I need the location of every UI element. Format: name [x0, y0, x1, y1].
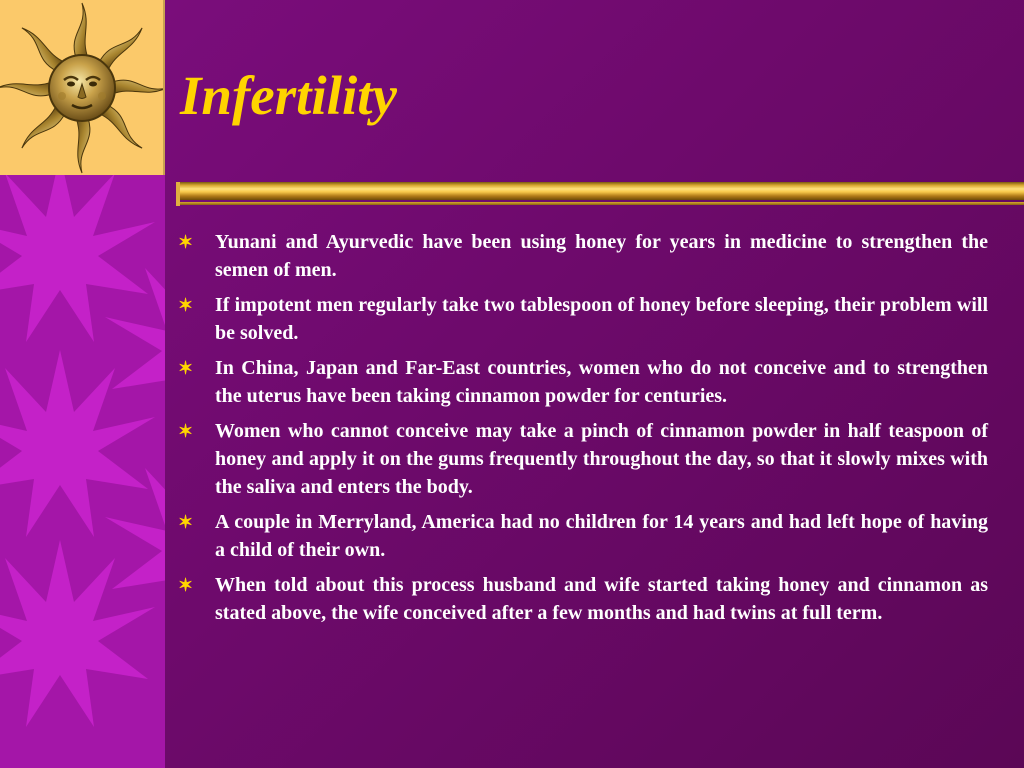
bullet-item — [178, 291, 988, 347]
bullet-item — [178, 508, 988, 564]
bullet-item — [178, 571, 988, 627]
bullet-text: A couple in Merryland, America had no children for 14 years and had left hope of having a child of their own. — [215, 511, 988, 561]
sun-face-icon — [0, 0, 163, 175]
bullet-text: When told about this process husband and wife started taking honey and cinnamon as stated above, the wife conceived after a few months and had twins at full term. — [215, 574, 988, 624]
title-divider — [176, 182, 1024, 206]
bullet-list — [178, 228, 988, 634]
sun-logo — [0, 0, 165, 175]
slide-title: Infertility — [180, 65, 397, 126]
divider-underline — [176, 202, 1024, 205]
six-pointed-star-icon: ✶ — [178, 295, 194, 315]
star-burst-icon — [0, 175, 165, 768]
bullet-text: Yunani and Ayurvedic have been using honey for years in medicine to strengthen the semen of men. — [215, 231, 988, 281]
bullet-text: In China, Japan and Far-East countries, women who do not conceive and to strengthen the uterus have been taking cinnamon powder for centuries. — [215, 357, 988, 407]
decorative-side-strip — [0, 175, 165, 768]
bullet-text: Women who cannot conceive may take a pinch of cinnamon powder in half teaspoon of honey and apply it on the gums frequently throughout the day, so that it slowly mixes with the saliva and enters the body. — [215, 420, 988, 498]
bullet-item — [178, 228, 988, 284]
six-pointed-star-icon: ✶ — [178, 232, 194, 252]
divider-cap — [176, 182, 180, 206]
six-pointed-star-icon: ✶ — [178, 575, 194, 595]
six-pointed-star-icon: ✶ — [178, 358, 194, 378]
six-pointed-star-icon: ✶ — [178, 421, 194, 441]
bullet-item — [178, 417, 988, 501]
bullet-item — [178, 354, 988, 410]
six-pointed-star-icon: ✶ — [178, 512, 194, 532]
bullet-text: If impotent men regularly take two tablespoon of honey before sleeping, their problem will be solved. — [215, 294, 988, 344]
divider-bar — [176, 182, 1024, 200]
